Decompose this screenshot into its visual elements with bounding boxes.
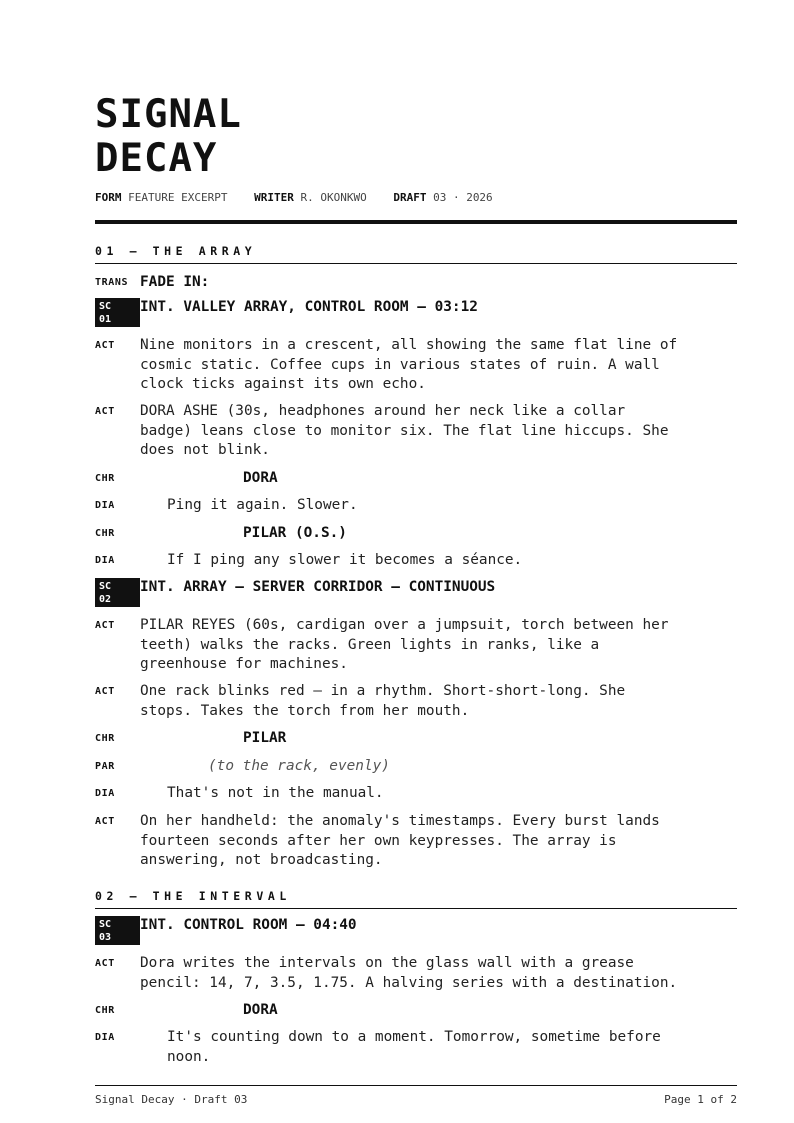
character-name: DORA [243,1002,278,1018]
element-tag: DIA [95,1032,115,1043]
character-name: DORA [243,470,278,486]
action-text: PILAR REYES (60s, cardigan over a jumpsuit, torch between her teeth) walks the racks. Green lights in ranks, like a greenhouse for machines. [140,617,669,672]
dialogue-text: Ping it again. Slower. [167,497,358,513]
scene-number-badge: SC 03 [95,916,140,945]
title-line-2: DECAY [95,136,218,181]
section-label: 01 — THE ARRAY [95,244,257,258]
element-tag: CHR [95,1005,115,1016]
element-tag: CHR [95,733,115,744]
screenplay-page [95,0,737,1123]
scene-slugline: INT. CONTROL ROOM — 04:40 [140,917,357,933]
element-tag: ACT [95,340,115,351]
section-heading-02 [95,889,737,903]
scene-slugline: INT. ARRAY — SERVER CORRIDOR — CONTINUOUS [140,579,496,595]
action-text: DORA ASHE (30s, headphones around her neck like a collar badge) leans close to monitor six. The flat line hiccups. She does not blink. [140,403,669,458]
element-tag: ACT [95,686,115,697]
action-text: Dora writes the intervals on the glass wall with a grease pencil: 14, 7, 3.5, 1.75. A halving series with a destination. [140,955,678,991]
element-tag: DIA [95,555,115,566]
section-rule [95,908,737,909]
element-tag: DIA [95,500,115,511]
footer-document-label: Signal Decay · Draft 03 [95,1093,248,1106]
element-tag: ACT [95,816,115,827]
scene-number-badge: SC 01 [95,298,140,327]
dialogue-text: If I ping any slower it becomes a séance. [167,552,523,568]
section-heading-01 [95,244,737,258]
action-text: Nine monitors in a crescent, all showing the same flat line of cosmic static. Coffee cups in various states of ruin. A wall clock ticks against its own echo. [140,337,678,392]
meta-draft: DRAFT 03 · 2026 [393,191,493,204]
footer-page-number: Page 1 of 2 [664,1093,737,1106]
section-label: 02 — THE INTERVAL [95,889,291,903]
meta-form: FORM FEATURE EXCERPT [95,191,228,204]
header-divider [95,220,737,224]
element-tag: ACT [95,958,115,969]
scene-number-badge: SC 02 [95,578,140,607]
title-line-1: SIGNAL [95,92,242,137]
element-tag: PAR [95,761,115,772]
element-tag: CHR [95,473,115,484]
transition-text: FADE IN: [140,274,210,290]
element-tag: ACT [95,620,115,631]
element-tag: TRANS [95,277,129,288]
document-meta [95,191,513,204]
section-rule [95,263,737,264]
element-tag: CHR [95,528,115,539]
element-tag: DIA [95,788,115,799]
action-text: One rack blinks red — in a rhythm. Short-short-long. She stops. Takes the torch from her mouth. [140,683,626,719]
scene-slugline: INT. VALLEY ARRAY, CONTROL ROOM — 03:12 [140,299,478,315]
dialogue-text: That's not in the manual. [167,785,384,801]
footer-divider [95,1085,737,1086]
character-name: PILAR [243,730,287,746]
parenthetical-text: (to the rack, evenly) [208,758,390,774]
action-text: On her handheld: the anomaly's timestamps. Every burst lands fourteen seconds after her own keypresses. The array is answering, not broadcasting. [140,813,660,868]
element-tag: ACT [95,406,115,417]
dialogue-text: It's counting down to a moment. Tomorrow, sometime before noon. [167,1029,661,1065]
meta-writer: WRITER R. OKONKWO [254,191,367,204]
document-title [95,93,242,181]
character-name: PILAR (O.S.) [243,525,347,541]
